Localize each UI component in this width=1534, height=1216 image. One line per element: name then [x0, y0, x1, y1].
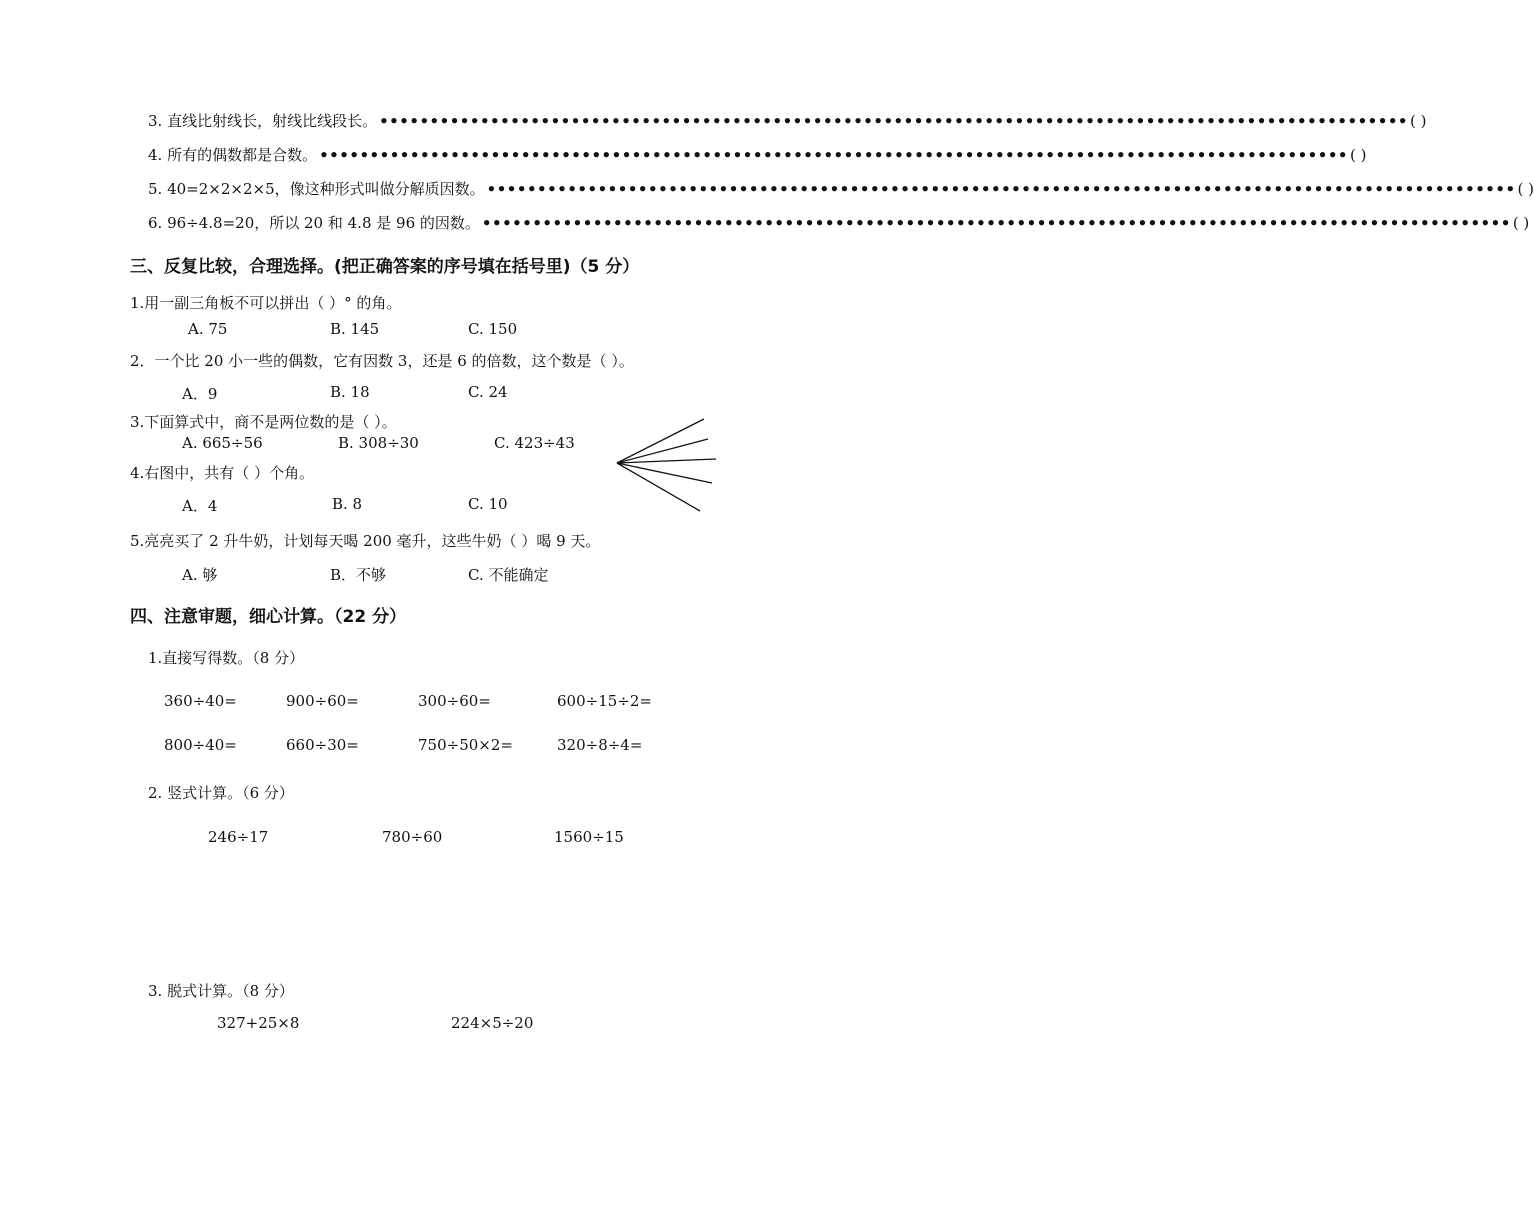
- dot-leader: ••••••••••••••••••••••••••••••••••••••••••••••••••••••••••••••••••••••••••••••••••••••••••••••••••••••: [481, 214, 1511, 232]
- item-text: 5. 40=2×2×2×5，像这种形式叫做分解质因数。: [148, 180, 485, 198]
- question-text: 5.亮亮买了 2 升牛奶，计划每天喝 200 毫升，这些牛奶（ ）喝 9 天。: [130, 532, 601, 550]
- calc-item: 750÷50×2=: [418, 736, 513, 754]
- q3-label: 3. 脱式计算。（8 分）: [148, 982, 294, 1000]
- angle-rays-figure: [612, 415, 720, 515]
- vertical-calc-item: 780÷60: [382, 828, 443, 846]
- true-false-item: [148, 212, 1530, 233]
- calc-item: 300÷60=: [418, 692, 491, 710]
- question-text: 2．一个比 20 小一些的偶数，它有因数 3，还是 6 的倍数，这个数是（ ）。: [130, 352, 634, 370]
- section-3-title: 三、反复比较，合理选择。(把正确答案的序号填在括号里)（5 分）: [130, 257, 640, 277]
- option-c[interactable]: C. 10: [468, 495, 508, 513]
- option-a[interactable]: A．4: [182, 497, 218, 515]
- true-false-item: [148, 110, 1427, 131]
- ray-1: [617, 419, 704, 463]
- answer-blank[interactable]: ( ): [1512, 214, 1530, 232]
- option-a[interactable]: A. 665÷56: [182, 434, 263, 452]
- ray-4: [617, 463, 712, 483]
- calc-item: 600÷15÷2=: [557, 692, 652, 710]
- option-b[interactable]: B. 18: [330, 383, 370, 401]
- true-false-item: [148, 144, 1367, 165]
- question-text: 4.右图中，共有（ ）个角。: [130, 464, 315, 482]
- option-a[interactable]: A. 够: [182, 566, 218, 584]
- stepwise-calc-item: 327+25×8: [217, 1014, 300, 1032]
- stepwise-calc-item: 224×5÷20: [451, 1014, 534, 1032]
- calc-item: 320÷8÷4=: [557, 736, 643, 754]
- option-c[interactable]: C. 423÷43: [494, 434, 575, 452]
- ray-5: [617, 463, 700, 511]
- calc-item: 800÷40=: [164, 736, 237, 754]
- item-text: 4. 所有的偶数都是合数。: [148, 146, 318, 164]
- option-b[interactable]: B. 308÷30: [338, 434, 419, 452]
- option-c[interactable]: C. 150: [468, 320, 518, 338]
- answer-blank[interactable]: ( ): [1517, 180, 1534, 198]
- q1-label: 1.直接写得数。（8 分）: [148, 649, 305, 667]
- dot-leader: ••••••••••••••••••••••••••••••••••••••••••••••••••••••••••••••••••••••••••••••••••••••••••••••••••••••: [319, 146, 1349, 164]
- option-b[interactable]: B．不够: [330, 566, 387, 584]
- question-text: 1.用一副三角板不可以拼出（ ）° 的角。: [130, 294, 402, 312]
- section-4-title: 四、注意审题，细心计算。（22 分）: [130, 607, 407, 627]
- answer-blank[interactable]: ( ): [1410, 112, 1427, 130]
- option-c[interactable]: C. 24: [468, 383, 508, 401]
- option-b[interactable]: B. 145: [330, 320, 380, 338]
- answer-blank[interactable]: ( ): [1350, 146, 1367, 164]
- dot-leader: ••••••••••••••••••••••••••••••••••••••••••••••••••••••••••••••••••••••••••••••••••••••••••••••••••••••: [379, 112, 1409, 130]
- option-a[interactable]: A. 75: [188, 320, 228, 338]
- item-text: 6. 96÷4.8=20，所以 20 和 4.8 是 96 的因数。: [148, 214, 480, 232]
- calc-item: 660÷30=: [286, 736, 359, 754]
- true-false-item: [148, 178, 1534, 199]
- option-c[interactable]: C. 不能确定: [468, 566, 549, 584]
- option-b[interactable]: B. 8: [332, 495, 363, 513]
- question-text: 3.下面算式中，商不是两位数的是（ ）。: [130, 413, 397, 431]
- vertical-calc-item: 1560÷15: [554, 828, 624, 846]
- calc-item: 360÷40=: [164, 692, 237, 710]
- vertical-calc-item: 246÷17: [208, 828, 269, 846]
- calc-item: 900÷60=: [286, 692, 359, 710]
- dot-leader: ••••••••••••••••••••••••••••••••••••••••••••••••••••••••••••••••••••••••••••••••••••••••••••••••••••••: [486, 180, 1516, 198]
- option-a[interactable]: A．9: [182, 385, 218, 403]
- item-text: 3. 直线比射线长，射线比线段长。: [148, 112, 378, 130]
- q2-label: 2. 竖式计算。（6 分）: [148, 784, 294, 802]
